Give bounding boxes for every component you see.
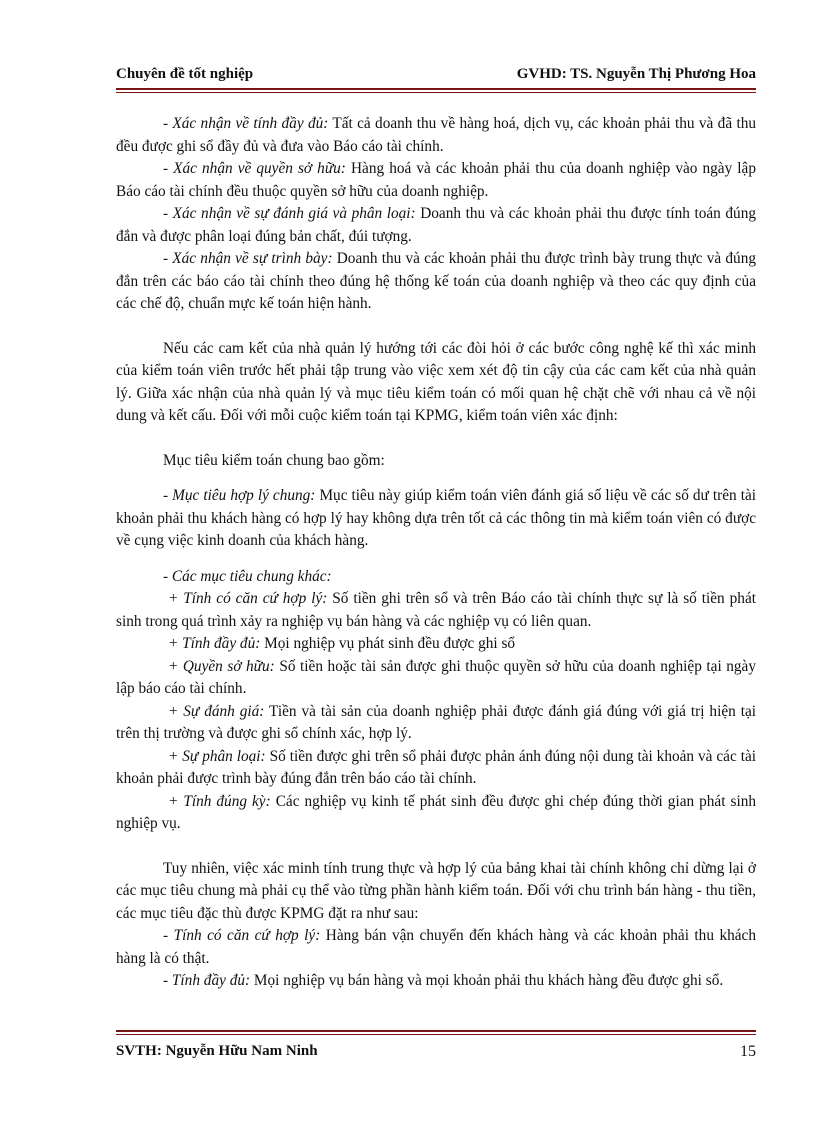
paragraph: - Xác nhận về quyền sở hữu: Hàng hoá và các khoản phải thu của doanh nghiệp vào ngày lập Báo cáo tài chính đều thuộc quyền sở hữu của doanh nghiệp.: [116, 160, 756, 200]
paragraph: - Xác nhận về sự đánh giá và phân loại: Doanh thu và các khoản phải thu được tính toán đúng đắn và được phân loại đúng bản chất, đúi tượng.: [116, 205, 757, 245]
paragraph: + Quyền sở hữu: Số tiền hoặc tài sản được ghi thuộc quyền sở hữu của doanh nghiệp tại ngày lập báo cáo tài chính.: [116, 657, 756, 697]
paragraph: - Xác nhận về sự trình bày: Doanh thu và các khoản phải thu được trình bày trung thực và đúng đắn trên các báo cáo tài chính theo đúng hệ thống kế toán của doanh nghiệp và theo các quy định của các chế độ, chuẩn mực kế toán hiện hành.: [116, 250, 756, 312]
paragraph: + Tính đúng kỳ: Các nghiệp vụ kinh tế phát sinh đều được ghi chép đúng thời gian phát sinh nghiệp vụ.: [116, 792, 756, 832]
header-left: Chuyên đề tốt nghiệp: [116, 66, 254, 82]
paragraph: + Sự đánh giá: Tiền và tài sản của doanh nghiệp phải được đánh giá đúng với giá trị hiện tại trên thị trường và được ghi sổ chính xác, hợp lý.: [116, 702, 756, 742]
paragraph: + Tính đầy đủ: Mọi nghiệp vụ phát sinh đều được ghi sổ: [168, 635, 516, 652]
body-text: [116, 113, 756, 993]
footer-rule: [116, 1030, 756, 1032]
page-footer: [116, 1043, 756, 1061]
paragraph: - Xác nhận về tính đầy đủ: Tất cả doanh thu về hàng hoá, dịch vụ, các khoản phải thu và đã thu đều được ghi sổ đầy đủ và đưa vào Báo cáo tài chính.: [116, 115, 756, 155]
paragraph: + Tính có căn cứ hợp lý: Số tiền ghi trên sổ và trên Báo cáo tài chính thực sự là số tiền phát sinh trong quá trình xảy ra nghiệp vụ bán hàng và các nghiệp vụ có liên quan.: [116, 590, 756, 630]
footer-author: SVTH: Nguyễn Hữu Nam Ninh: [116, 1043, 318, 1059]
paragraph: - Tính đầy đủ: Mọi nghiệp vụ bán hàng và mọi khoản phải thu khách hàng đều được ghi sổ.: [163, 972, 724, 989]
header-right: GVHD: TS. Nguyễn Thị Phương Hoa: [516, 66, 756, 82]
header-rule-thin: [116, 92, 756, 93]
page-number: 15: [740, 1043, 756, 1060]
paragraph: Tuy nhiên, việc xác minh tính trung thực và hợp lý của bảng khai tài chính không chỉ dừng lại ở các mục tiêu chung mà phải cụ thể vào từng phần hành kiểm toán. Đối với chu trình bán hàng - thu tiền, các mục tiêu đặc thù được KPMG đặt ra như sau:: [116, 859, 756, 922]
paragraph: - Các mục tiêu chung khác:: [163, 567, 332, 585]
paragraph: + Sự phân loại: Số tiền được ghi trên sổ phải được phản ánh đúng nội dung tài khoản và các tài khoản phải được trình bày đúng đắn trên báo cáo tài chính.: [116, 747, 756, 787]
paragraph: - Mục tiêu hợp lý chung: Mục tiêu này giúp kiểm toán viên đánh giá số liệu về các số dư trên tài khoản phải thu khách hàng có hợp lý hay không dựa trên tốt cả các thông tin mà kiểm toán viên có được về cụng việc kinh doanh của khách hàng.: [116, 487, 756, 549]
header-rule: [116, 88, 756, 90]
paragraph: Mục tiêu kiểm toán chung bao gồm:: [163, 451, 385, 469]
page-header: [116, 66, 756, 83]
paragraph: - Tính có căn cứ hợp lý: Hàng bán vận chuyển đến khách hàng và các khoản phải thu khách hàng là có thật.: [116, 927, 756, 967]
footer-rule-thin: [116, 1034, 756, 1035]
paragraph: Nếu các cam kết của nhà quản lý hướng tới các đòi hỏi ở các bước công nghệ kế thì xác minh của kiểm toán viên trước hết phải tập trung vào việc xem xét độ tin cậy của các cam kết của nhà quản lý. Giữa xác nhận của nhà quản lý và mục tiêu kiểm toán có mối quan hệ chặt chẽ với nhau cả về nội dung và kết cấu. Đối với mỗi cuộc kiểm toán tại KPMG, kiểm toán viên xác định:: [116, 339, 756, 424]
